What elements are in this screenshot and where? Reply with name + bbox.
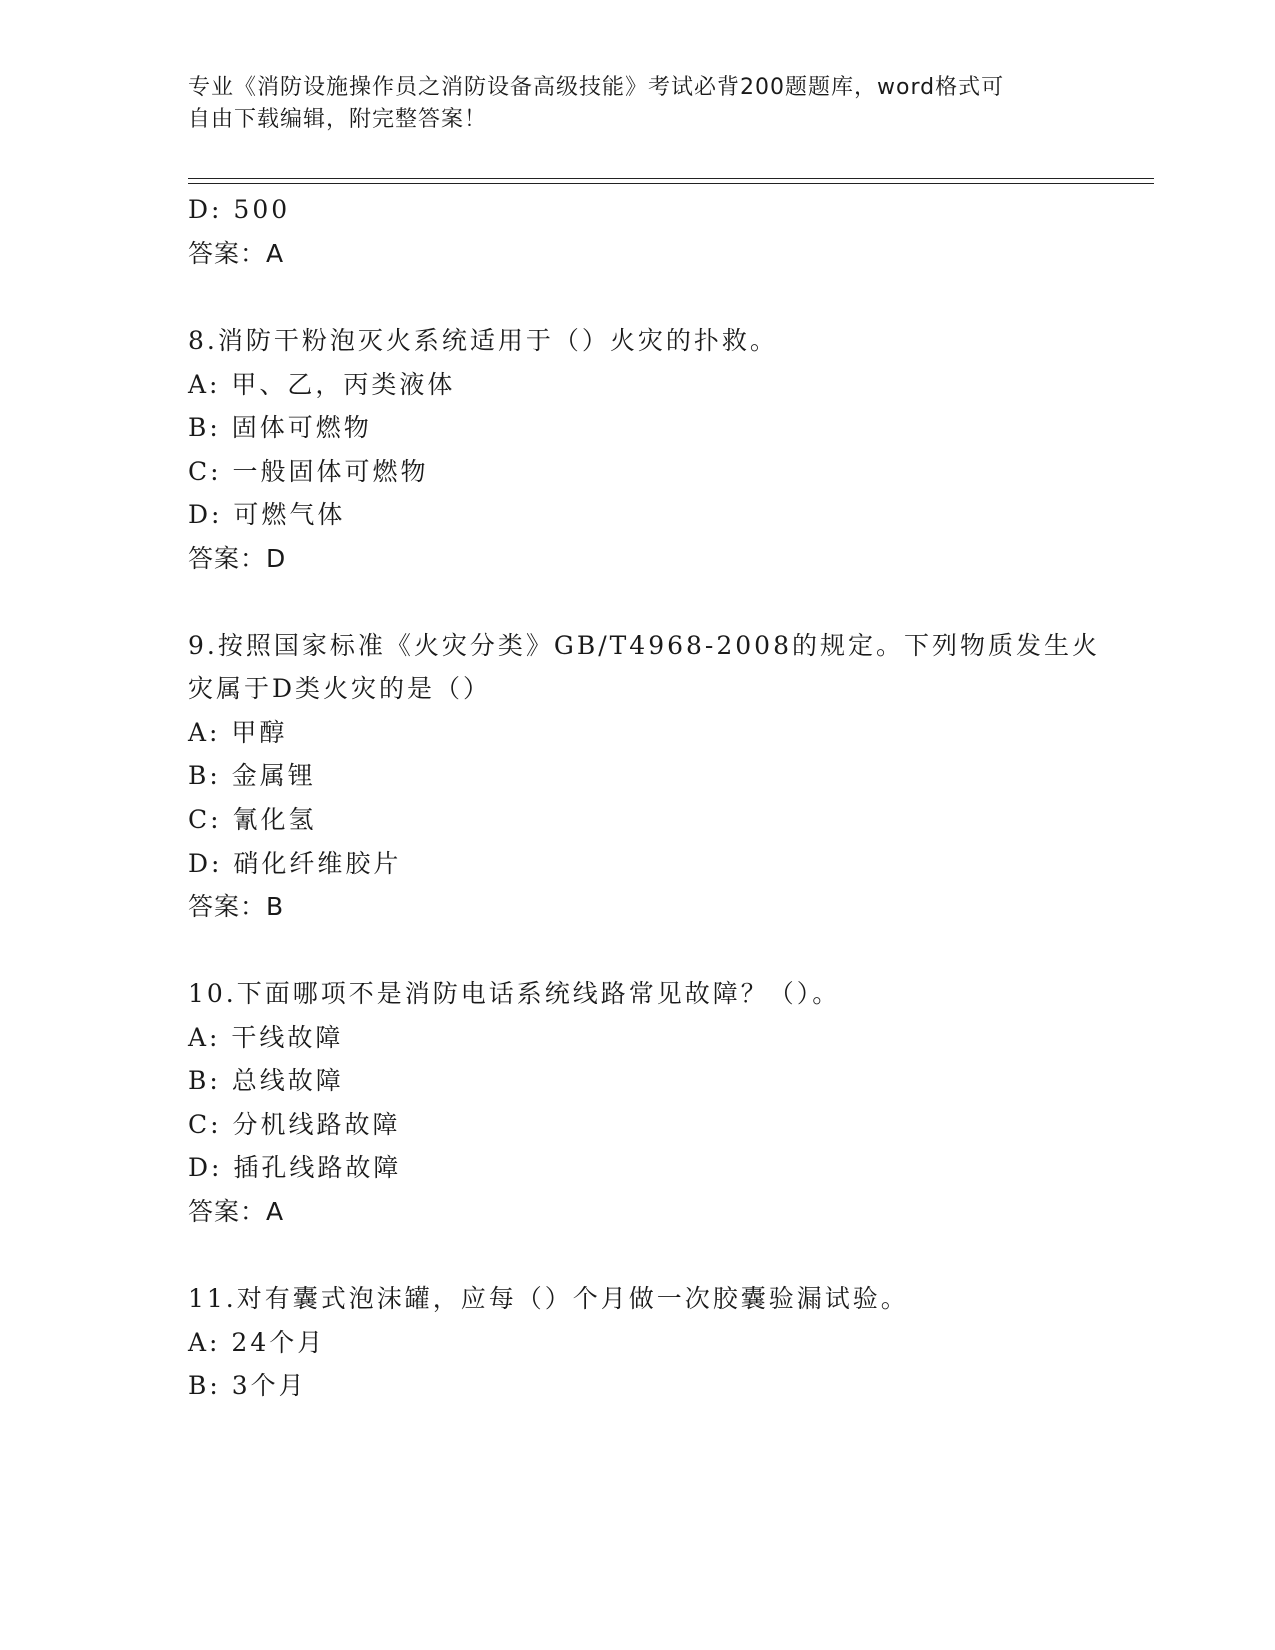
question-8-option-a: A: 甲、乙，丙类液体 bbox=[188, 370, 456, 399]
header-divider-bottom bbox=[188, 183, 1154, 184]
prev-option-d: D: 500 bbox=[188, 195, 291, 224]
question-10-option-b: B: 总线故障 bbox=[188, 1066, 344, 1095]
question-11-option-a: A: 24个月 bbox=[188, 1328, 326, 1357]
question-9-option-b: B: 金属锂 bbox=[188, 761, 316, 790]
question-9-option-d: D: 硝化纤维胶片 bbox=[188, 849, 402, 878]
question-10-answer: 答案：A bbox=[188, 1197, 285, 1226]
question-10-option-d: D: 插孔线路故障 bbox=[188, 1153, 402, 1182]
question-9-stem-line-1: 9.按照国家标准《火灾分类》GB/T4968-2008的规定。下列物质发生火 bbox=[188, 631, 1100, 660]
question-9-option-a: A: 甲醇 bbox=[188, 718, 288, 747]
question-9-stem-line-2: 灾属于D类火灾的是（） bbox=[188, 674, 492, 703]
header-line-1: 专业《消防设施操作员之消防设备高级技能》考试必背200题题库，word格式可 bbox=[188, 75, 1005, 100]
question-8-answer: 答案：D bbox=[188, 544, 287, 573]
question-9-option-c: C: 氰化氢 bbox=[188, 805, 317, 834]
question-10-option-c: C: 分机线路故障 bbox=[188, 1110, 401, 1139]
question-8-option-b: B: 固体可燃物 bbox=[188, 413, 372, 442]
document-header bbox=[188, 72, 1088, 136]
question-9-answer: 答案：B bbox=[188, 892, 285, 921]
question-8-option-c: C: 一般固体可燃物 bbox=[188, 457, 429, 486]
header-divider-top bbox=[188, 178, 1154, 179]
question-10-stem: 10.下面哪项不是消防电话系统线路常见故障？（）。 bbox=[188, 979, 841, 1008]
prev-answer: 答案：A bbox=[188, 239, 285, 268]
question-8-option-d: D: 可燃气体 bbox=[188, 500, 346, 529]
question-11-option-b: B: 3个月 bbox=[188, 1371, 307, 1400]
question-10-option-a: A: 干线故障 bbox=[188, 1023, 344, 1052]
question-8-stem: 8.消防干粉泡灭火系统适用于（）火灾的扑救。 bbox=[188, 326, 778, 355]
header-line-2: 自由下载编辑，附完整答案！ bbox=[188, 107, 488, 132]
question-11-stem: 11.对有囊式泡沫罐，应每（）个月做一次胶囊验漏试验。 bbox=[188, 1284, 909, 1313]
